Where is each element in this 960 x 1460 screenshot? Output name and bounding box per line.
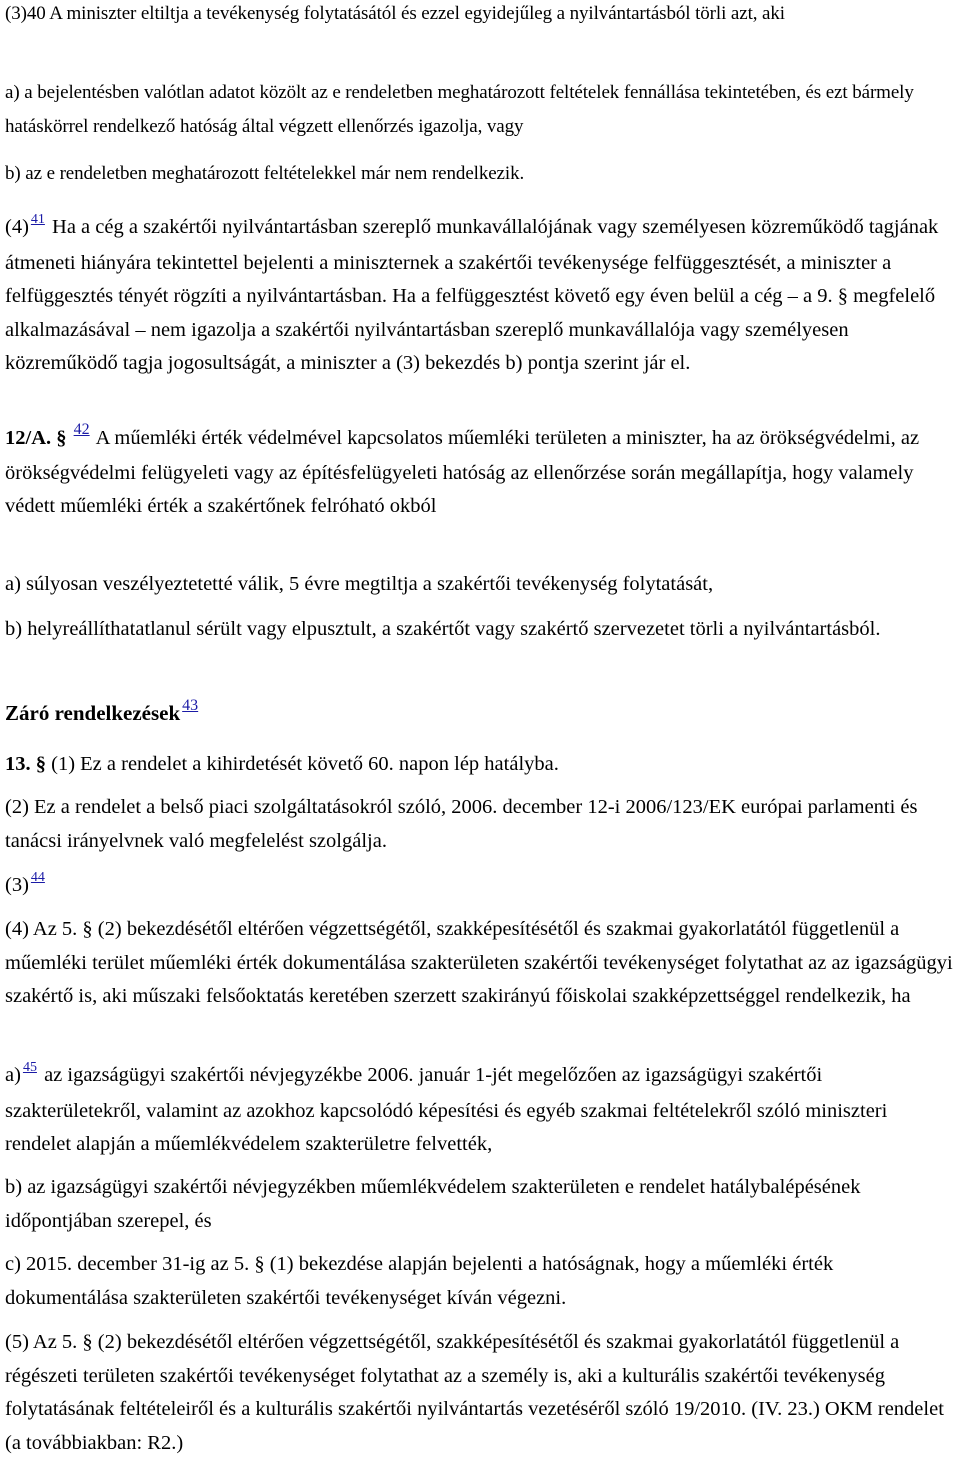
paragraph-prefix: a) [5,1064,21,1086]
paragraph-12a [5,422,953,524]
paragraph-13-3 [5,869,953,905]
paragraph-text: (2) Ez a rendelet a belső piaci szolgáltatásokról szóló, 2006. december 12-i 2006/123/EK európai parlamenti és tanácsi irányelvnek való megfelelést szolgálja. [5,796,918,852]
section-label: 13. § [5,753,46,775]
footnote-link-44[interactable]: 44 [30,870,45,885]
paragraph-text: b) helyreállíthatatlanul sérült vagy elpusztult, a szakértőt vagy szakértő szervezetet törli a nyilvántartásból. [5,618,881,640]
paragraph-text: Ha a cég a szakértői nyilvántartásban szereplő munkavállalójának vagy személyesen közreműködő tagjának átmeneti hiányára tekintettel bejelenti a miniszternek a szakértői tevékenysége felfüggesztését, a miniszter a felfüggesztés tényét rögzíti a nyilvántartásban. Ha a felfüggesztést követő egy éven belül a cég – a 9. § megfelelő alkalmazásával – nem igazolja a szakértői nyilvántartásban szereplő munkavállalója vagy személyesen közreműködő tagja jogosultságát, a miniszter a (3) bekezdés b) pontja szerint jár el. [5,216,939,374]
section-label: 12/A. § [5,427,67,449]
footnote-link-42[interactable]: 42 [73,421,90,438]
paragraph-12a-point-a [5,568,953,602]
paragraph-text: a) a bejelentésben valótlan adatot közölt az e rendeletben meghatározott feltételek fennállása tekintetében, és ezt bármely hatáskörrel rendelkező hatóság által végzett ellenőrzés igazolja, vagy [5,82,914,137]
paragraph-text: b) az e rendeletben meghatározott feltételekkel már nem rendelkezik. [5,163,525,184]
heading-text: Záró rendelkezések [5,701,181,725]
paragraph-12a-point-b [5,613,953,647]
paragraph-point-a [5,76,953,144]
paragraph-prefix: (4) [5,216,29,238]
footnote-link-41[interactable]: 41 [30,212,45,227]
paragraph-13-4-b [5,1171,953,1238]
footnote-link-45[interactable]: 45 [22,1060,37,1075]
paragraph-13 [5,748,953,782]
paragraph-text: az igazságügyi szakértői névjegyzékbe 2006. január 1-jét megelőzően az igazságügyi szakértői szakterületekről, valamint az azokhoz kapcsolódó képesítési és egyéb szakmai feltételekről szóló miniszteri rendelet alapján a műemlékvédelem szakterületre felvették, [5,1064,888,1155]
paragraph-4 [5,211,953,381]
paragraph-text: a) súlyosan veszélyeztetetté válik, 5 évre megtiltja a szakértői tevékenység folytatását, [5,573,714,595]
paragraph-text: b) az igazságügyi szakértői névjegyzékben műemlékvédelem szakterületen e rendelet hatálybalépésének időpontjában szerepel, és [5,1176,861,1232]
paragraph-text: (3)40 A miniszter eltiltja a tevékenység folytatásától és ezzel egyidejűleg a nyilvántartásból törli azt, aki [5,3,785,24]
paragraph-13-4-c [5,1248,953,1315]
paragraph-point-b [5,157,953,191]
paragraph-text: c) 2015. december 31-ig az 5. § (1) bekezdése alapján bejelenti a hatóságnak, hogy a műemléki érték dokumentálása szakterületen szakértői tevékenységet kíván végezni. [5,1253,834,1309]
paragraph-13-5 [5,1326,953,1460]
paragraph-text: A műemléki érték védelmével kapcsolatos műemléki területen a miniszter, ha az örökségvédelmi, az örökségvédelmi felügyeleti vagy az építésfelügyeleti hatóság az ellenőrzése során megállapítja, hogy valamely védett műemléki érték a szakértőnek felróható okból [5,427,920,517]
paragraph-13-2 [5,791,953,858]
paragraph-text: (4) Az 5. § (2) bekezdésétől eltérően végzettségétől, szakképesítésétől és szakmai gyakorlatától függetlenül a műemléki terület műemléki érték dokumentálása szakterületen szakértői tevékenységet folytathat az az igazságügyi szakértő is, aki műszaki felsőoktatás keretében szerzett szakirányú főiskolai szakképzettséggel rendelkezik, ha [5,918,953,1007]
footnote-link-43[interactable]: 43 [182,697,199,714]
paragraph-3-40 [5,0,953,31]
paragraph-prefix: (3) [5,874,29,896]
paragraph-text: (1) Ez a rendelet a kihirdetését követő 60. napon lép hatályba. [51,753,559,775]
section-heading [5,697,953,733]
paragraph-text: (5) Az 5. § (2) bekezdésétől eltérően végzettségétől, szakképesítésétől és szakmai gyakorlatától függetlenül a régészeti területen szakértői tevékenységet folytathat az a személy is, aki a kulturális szakértői tevékenység folytatásának feltételeiről és a kulturális szakértői nyilvántartás vezetéséről szóló 19/2010. (IV. 23.) OKM rendelet (a továbbiakban: R2.) [5,1331,944,1454]
paragraph-13-4-a [5,1059,953,1162]
paragraph-13-4 [5,913,953,1014]
